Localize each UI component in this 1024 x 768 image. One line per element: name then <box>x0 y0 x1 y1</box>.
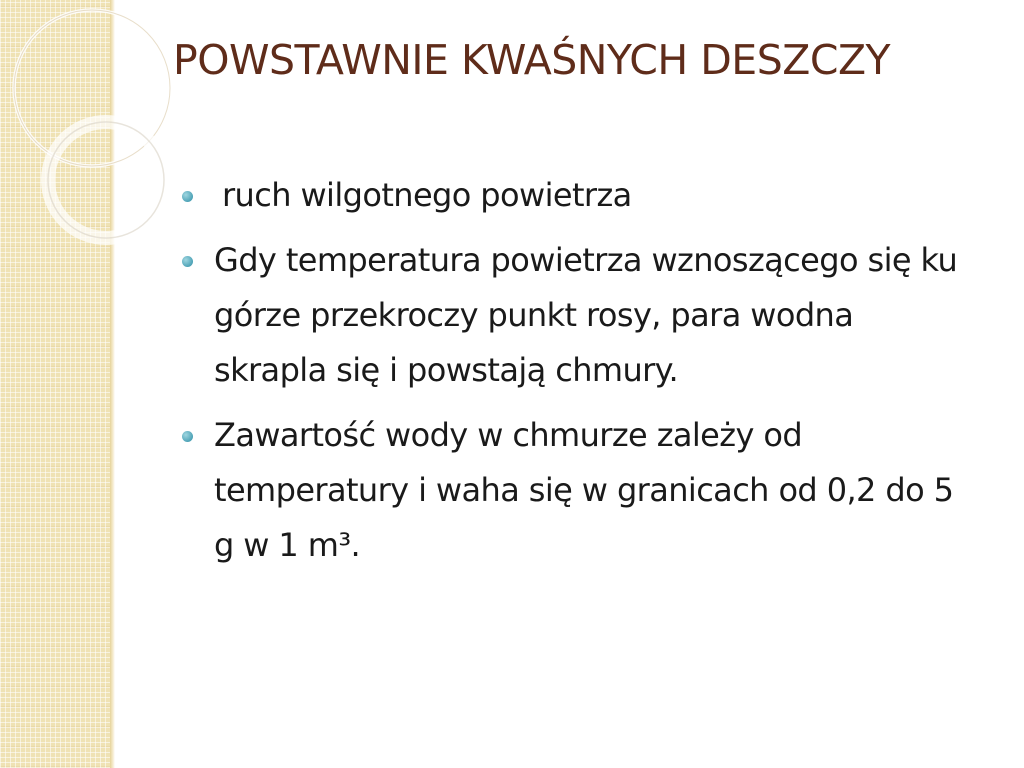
bullet-dot-icon <box>182 191 193 202</box>
bullet-item <box>182 233 972 398</box>
bullet-text: ruch wilgotnego powietrza <box>222 176 632 214</box>
bullet-list <box>182 168 972 583</box>
bullet-item <box>182 168 972 223</box>
decorative-rings <box>0 0 160 260</box>
slide-title: POWSTAWNIE KWAŚNYCH DESZCZY <box>173 36 891 84</box>
bullet-item <box>182 408 972 573</box>
bullet-text: Zawartość wody w chmurze zależy od temperatury i waha się w granicach od 0,2 do 5 g w 1 m³. <box>214 416 954 564</box>
bullet-text: Gdy temperatura powietrza wznoszącego się ku górze przekroczy punkt rosy, para wodna skrapla się i powstają chmury. <box>214 241 958 389</box>
bullet-dot-icon <box>182 431 193 442</box>
bullet-dot-icon <box>182 256 193 267</box>
